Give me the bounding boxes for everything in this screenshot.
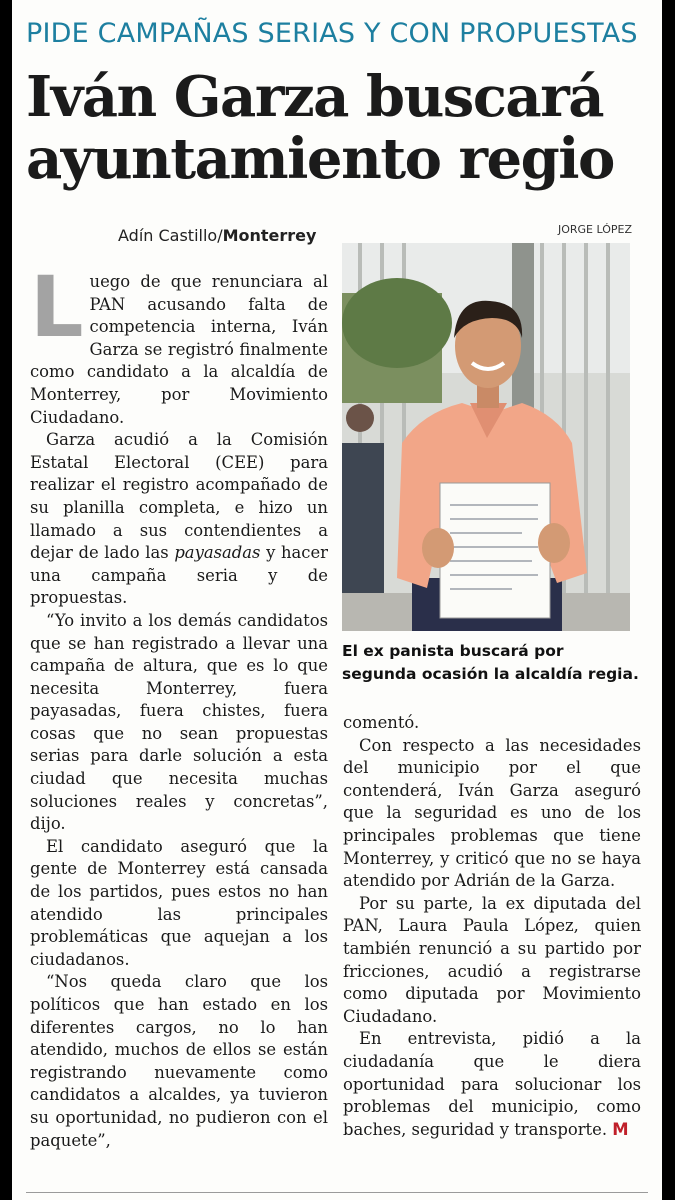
byline-city: Monterrey [222, 226, 317, 245]
paragraph-1-text: uego de que renunciara al PAN acusando falta de competencia interna, Iván Garza se registró finalmente como candidato a la alcaldía de Monterrey, por Movimiento Ciudadano. [30, 272, 328, 427]
headline: Iván Garza buscará ayuntamiento regio [26, 64, 614, 192]
paragraph-1 [30, 258, 328, 429]
end-mark: M [612, 1119, 629, 1139]
paragraph-7: Por su parte, la ex diputada del PAN, Laura Paula López, quien también renunció a su partido por fricciones, acudió a registrarse como diputada por Movimiento Ciudadano. [343, 893, 641, 1026]
article-column-left [30, 258, 328, 1152]
paragraph-3: “Yo invito a los demás candidatos que se han registrado a llevar una campaña de altura, que es lo que necesita Monterrey, fuera payasadas, fuera chistes, fuera cosas que no sean propuestas serias para darle solución a esta ciudad que necesita muchas soluciones reales y concretas”, dijo. [30, 610, 328, 834]
photo-credit: JORGE LÓPEZ [557, 223, 632, 236]
paragraph-5-continued: comentó. [343, 713, 420, 732]
paragraph-4: El candidato aseguró que la gente de Monterrey está cansada de los partidos, pues estos no han atendido las principales problemáticas que aquejan a los ciudadanos. [30, 836, 328, 969]
paragraph-6: Con respecto a las necesidades del municipio por el que contenderá, Iván Garza aseguró que la seguridad es uno de los principales problemas que tiene Monterrey, y criticó que no se haya atendido por Adrián de la Garza. [343, 735, 641, 891]
byline-separator: / [217, 226, 223, 245]
bottom-rule [26, 1192, 648, 1193]
newspaper-page [12, 0, 662, 1200]
paragraph-8 [343, 1028, 641, 1141]
byline [118, 226, 316, 245]
paragraph-2-italic: payasadas [174, 543, 261, 563]
photo-caption: El ex panista buscará por segunda ocasión la alcaldía regia. [342, 642, 639, 683]
paragraph-2 [30, 429, 328, 610]
paragraph-5: “Nos queda claro que los políticos que han estado en los diferentes cargos, no lo han atendido, muchos de ellos se están registrando nuevamente como candidatos a alcaldes, ya tuvieron su oportunidad, no pudieron con el paquete”, [30, 972, 328, 1150]
paragraph-2-text-b: y hacer una campaña seria y de propuestas. [30, 543, 328, 608]
candidate-photo [342, 243, 630, 631]
kicker: PIDE CAMPAÑAS SERIAS Y CON PROPUESTAS [26, 18, 638, 49]
byline-author: Adín Castillo [118, 226, 218, 245]
drop-cap: L [30, 258, 84, 356]
paragraph-2-text-a: Garza acudió a la Comisión Estatal Electoral (CEE) para realizar el registro acompañado de su planilla completa, e hizo un llamado a sus contendientes a dejar de lado las [30, 430, 328, 563]
article-column-right [343, 712, 641, 1141]
paragraph-8-text: En entrevista, pidió a la ciudadanía que le diera oportunidad para solucionar los problemas del municipio, como baches, seguridad y transporte. [343, 1029, 641, 1139]
